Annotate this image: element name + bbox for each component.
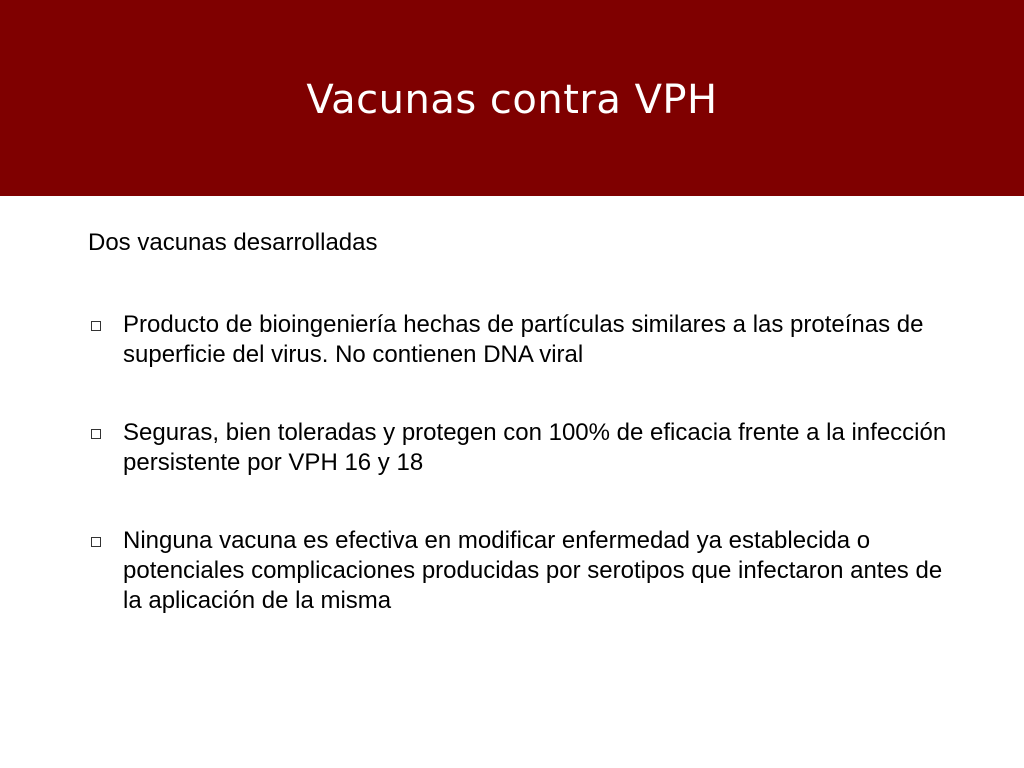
bullet-text: Ninguna vacuna es efectiva en modificar enfermedad ya establecida o potenciales complicaciones producidas por serotipos que infectaron antes de la aplicación de la misma (123, 527, 943, 614)
bullet-list (88, 310, 948, 616)
hollow-square-bullet-icon (91, 429, 101, 439)
slide-body (88, 228, 948, 664)
bullet-item (88, 526, 948, 616)
bullet-text: Producto de bioingeniería hechas de partículas similares a las proteínas de superficie del virus. No contienen DNA viral (123, 311, 924, 368)
hollow-square-bullet-icon (91, 537, 101, 547)
title-band (0, 0, 1024, 196)
slide-title: Vacunas contra VPH (306, 77, 718, 123)
bullet-text: Seguras, bien toleradas y protegen con 100% de eficacia frente a la infección persistente por VPH 16 y 18 (123, 419, 947, 476)
intro-text: Dos vacunas desarrolladas (88, 229, 378, 256)
bullet-item (88, 310, 948, 370)
bullet-item (88, 418, 948, 478)
hollow-square-bullet-icon (91, 321, 101, 331)
